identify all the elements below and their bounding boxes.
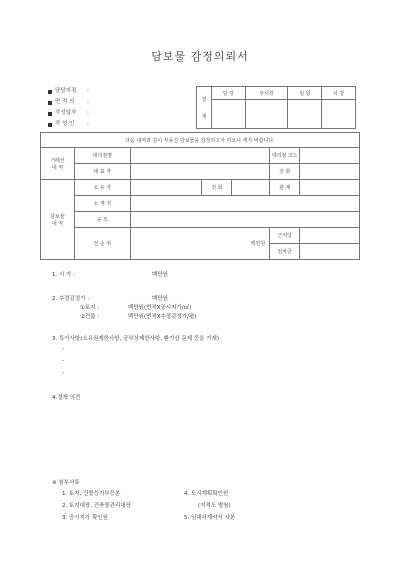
approval-side-top: 결	[201, 96, 207, 103]
approval-side-gap	[197, 103, 211, 113]
agency-name-label: 대리점명	[74, 148, 130, 164]
approval-header-president: 사 장	[322, 87, 356, 100]
collateral-section-label: 담보물 내 역	[41, 180, 75, 260]
meta-value: :	[87, 99, 89, 105]
rep-label: 대 표 자	[74, 164, 130, 180]
approval-table	[196, 86, 356, 129]
agency-code-label: 대리점 코드	[270, 148, 300, 164]
meta-row-author	[48, 119, 89, 130]
owner-phone-label: 전 화	[202, 180, 232, 196]
meta-label: 작 성 인	[55, 121, 75, 127]
agency-section-label: 거래선 내 역	[41, 148, 75, 180]
section3-dash: -	[62, 346, 64, 352]
attachment-item: 2. 토지대장, 건축물관리대장	[62, 503, 131, 509]
location-field[interactable]	[130, 196, 359, 212]
meta-block	[48, 86, 89, 130]
approval-sign-executive[interactable]	[288, 100, 322, 129]
mortgage-field[interactable]	[300, 228, 360, 244]
priority-unit: 백만원	[250, 241, 266, 247]
bullet-icon	[48, 101, 52, 105]
owner-phone-field[interactable]	[232, 180, 270, 196]
section2-unit: 백만원	[152, 296, 168, 302]
approval-header-executive: 임 원	[288, 87, 322, 100]
meta-value: :	[87, 88, 89, 94]
approval-sign-staff[interactable]	[212, 100, 246, 129]
owner-label: 소 유 자	[74, 180, 130, 196]
meta-row-branch	[48, 86, 89, 97]
bullet-icon	[48, 90, 52, 94]
approval-header-manager: 부서장	[245, 87, 288, 100]
section2-building-value: 백만원(면적X추정감정가/평)	[128, 314, 197, 320]
section3-label: 3. 특이사항(소유권제한사항, 공부상제한사항, 환가상 문제 등을 기재)	[52, 336, 219, 342]
scale-label: 규 모	[74, 212, 130, 228]
section4-label: 4.결재 의견	[52, 395, 81, 401]
meta-label: 담당지점	[55, 88, 77, 94]
approval-header-staff: 담 당	[212, 87, 246, 100]
section1-unit: 백만원	[152, 272, 168, 278]
attachment-item: 1. 토지, 건물등기부등본	[62, 491, 121, 497]
page-title: 담보물 감정의뢰서	[151, 50, 249, 63]
section2-land-value: 백만원(면적X공시지가/㎡)	[128, 305, 192, 311]
meta-row-area	[48, 97, 89, 108]
meta-row-date	[48, 108, 89, 119]
agency-code-field[interactable]	[300, 148, 360, 164]
lease-field[interactable]	[300, 244, 360, 260]
agency-name-field[interactable]	[130, 148, 270, 164]
attachment-item: 5. 임대차계약서 사본	[184, 515, 236, 521]
section2-label: 2. 추정감정가 :	[52, 296, 90, 302]
section3-dash: -	[62, 370, 64, 376]
section2-land-label: ①토지 :	[80, 305, 100, 311]
attachments-label: ※ 첨부서류	[52, 480, 80, 486]
priority-field[interactable]	[130, 228, 270, 260]
meta-value: :	[87, 110, 89, 116]
attachment-item: 3. 공시지가 확인원	[62, 515, 108, 521]
bullet-icon	[48, 112, 52, 116]
meta-label: 면 적 의	[55, 99, 75, 105]
owner-field[interactable]	[130, 180, 202, 196]
approval-side	[197, 87, 212, 129]
priority-label: 선 순 위	[74, 228, 130, 260]
meta-value: :	[87, 121, 89, 127]
main-table	[40, 132, 360, 260]
section3-dash: -	[62, 358, 64, 364]
phone-label: 전 화	[270, 164, 300, 180]
intro-text: 다음 내역과 같이 부동산 담보물을 감정하고자 하오니 재가 바랍니다.	[41, 133, 360, 148]
relation-label: 관 계	[270, 180, 300, 196]
meta-label: 작성일자	[55, 110, 77, 116]
bullet-icon	[48, 123, 52, 127]
relation-field[interactable]	[300, 180, 360, 196]
location-label: 소 재 지	[74, 196, 130, 212]
section1-label: 1. 시 가 :	[52, 272, 75, 278]
attachment-item: 4. 도시계획확인원	[184, 491, 229, 497]
approval-sign-president[interactable]	[322, 100, 356, 129]
approval-sign-manager[interactable]	[245, 100, 288, 129]
mortgage-label: 근저당	[270, 228, 300, 244]
approval-side-bottom: 재	[201, 113, 207, 120]
attachment-item: (지적도 별첨)	[198, 503, 231, 509]
phone-field[interactable]	[300, 164, 360, 180]
rep-field[interactable]	[130, 164, 270, 180]
section2-building-label: ②건물 :	[80, 314, 100, 320]
scale-field[interactable]	[130, 212, 359, 228]
lease-label: 임차금	[270, 244, 300, 260]
